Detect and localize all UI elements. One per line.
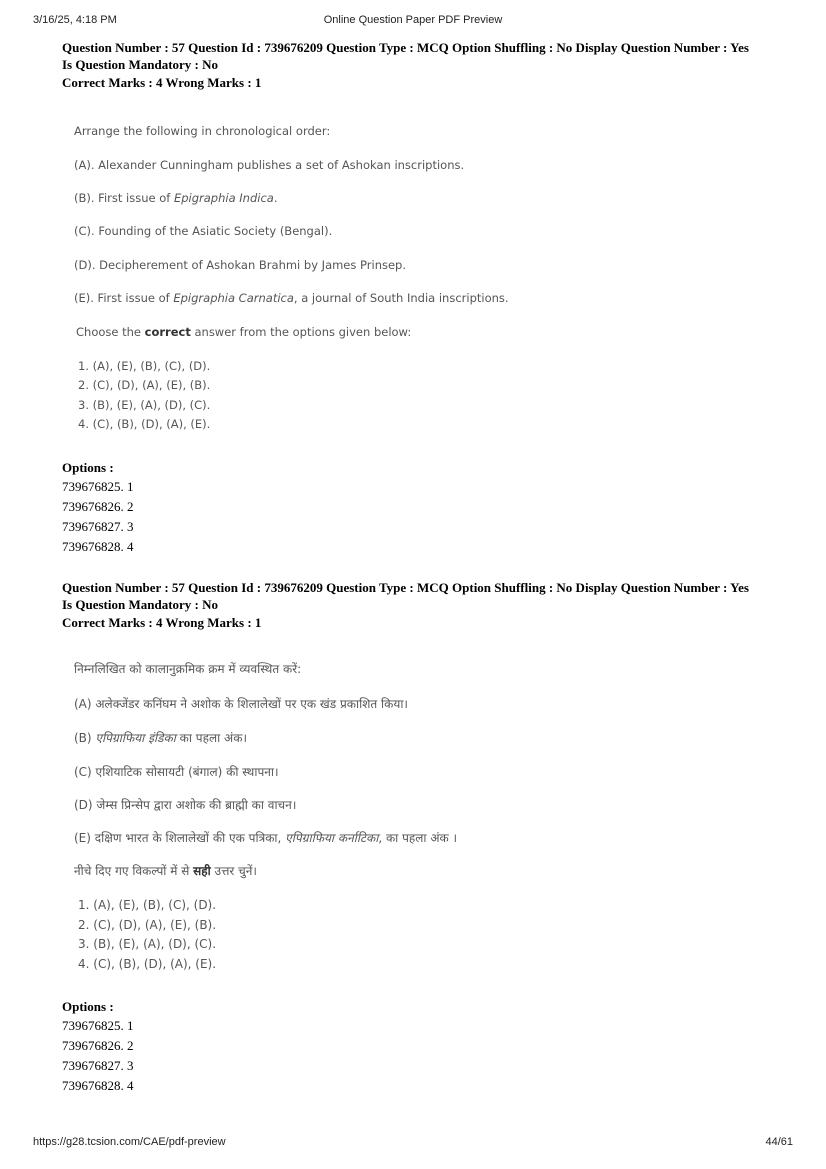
answer-choice: 2. (C), (D), (A), (E), (B). bbox=[78, 378, 211, 392]
answer-choice: 4. (C), (B), (D), (A), (E). bbox=[78, 417, 211, 431]
print-url: https://g28.tcsion.com/CAE/pdf-preview bbox=[33, 1136, 226, 1148]
question-instruction: नीचे दिए गए विकल्पों में से सही उत्तर चुनें। bbox=[74, 864, 257, 878]
answer-choice: 2. (C), (D), (A), (E), (B). bbox=[78, 918, 217, 932]
option-item: 739676828. 4 bbox=[62, 539, 134, 554]
statement-item: (A). Alexander Cunningham publishes a set of Ashokan inscriptions. bbox=[74, 158, 465, 172]
question-image-hindi bbox=[62, 656, 582, 978]
statement-item: (A) अलेक्जेंडर कनिंघम ने अशोक के शिलालेखों पर एक खंड प्रकाशित किया। bbox=[74, 697, 408, 711]
option-item: 739676827. 3 bbox=[62, 519, 134, 534]
statement-item: (D) जेम्स प्रिन्सेप द्वारा अशोक की ब्राह्मी का वाचन। bbox=[74, 798, 297, 812]
question-marks: Correct Marks : 4 Wrong Marks : 1 bbox=[62, 75, 262, 90]
option-item: 739676826. 2 bbox=[62, 499, 134, 514]
question-stem: निम्नलिखित को कालानुक्रमिक क्रम में व्यवस्थित करें: bbox=[74, 662, 302, 676]
question-meta-line: Question Number : 57 Question Id : 739676209 Question Type : MCQ Option Shuffling : No Display Question Number : Yes bbox=[62, 40, 749, 55]
answer-choice: 1. (A), (E), (B), (C), (D). bbox=[78, 898, 217, 912]
options-title: Options : bbox=[62, 999, 114, 1014]
question-meta bbox=[62, 40, 782, 92]
print-title: Online Question Paper PDF Preview bbox=[323, 14, 503, 26]
statement-item: (C). Founding of the Asiatic Society (Bengal). bbox=[74, 224, 333, 238]
statement-item: (E). First issue of Epigraphia Carnatica, a journal of South India inscriptions. bbox=[74, 291, 509, 305]
page-number: 44/61 bbox=[765, 1136, 793, 1148]
options-section bbox=[62, 997, 782, 1096]
answer-choice: 1. (A), (E), (B), (C), (D). bbox=[78, 359, 211, 373]
print-footer bbox=[0, 1136, 826, 1156]
answer-choice: 3. (B), (E), (A), (D), (C). bbox=[78, 937, 217, 951]
option-item: 739676825. 1 bbox=[62, 1018, 134, 1033]
question-meta-line: Question Number : 57 Question Id : 739676209 Question Type : MCQ Option Shuffling : No Display Question Number : Yes bbox=[62, 580, 749, 595]
options-section bbox=[62, 458, 782, 557]
statement-item: (B) एपिग्राफिया इंडिका का पहला अंक। bbox=[74, 731, 247, 745]
option-item: 739676825. 1 bbox=[62, 479, 134, 494]
question-image-english bbox=[62, 118, 582, 438]
statement-item: (E) दक्षिण भारत के शिलालेखों की एक पत्रिका, एपिग्राफिया कर्नाटिका, का पहला अंक । bbox=[74, 831, 458, 845]
option-item: 739676826. 2 bbox=[62, 1038, 134, 1053]
print-datetime: 3/16/25, 4:18 PM bbox=[33, 14, 117, 26]
question-instruction: Choose the correct answer from the options given below: bbox=[76, 325, 412, 339]
statement-item: (B). First issue of Epigraphia Indica. bbox=[74, 191, 278, 205]
print-header bbox=[0, 14, 826, 34]
options-title: Options : bbox=[62, 460, 114, 475]
question-marks: Correct Marks : 4 Wrong Marks : 1 bbox=[62, 615, 262, 630]
statement-item: (D). Decipherement of Ashokan Brahmi by James Prinsep. bbox=[74, 258, 407, 272]
answer-choice: 4. (C), (B), (D), (A), (E). bbox=[78, 957, 217, 971]
option-item: 739676827. 3 bbox=[62, 1058, 134, 1073]
question-mandatory: Is Question Mandatory : No bbox=[62, 596, 219, 612]
option-item: 739676828. 4 bbox=[62, 1078, 134, 1093]
question-meta bbox=[62, 580, 782, 632]
question-mandatory: Is Question Mandatory : No bbox=[62, 56, 219, 72]
answer-choice: 3. (B), (E), (A), (D), (C). bbox=[78, 398, 211, 412]
question-stem: Arrange the following in chronological order: bbox=[74, 124, 331, 138]
statement-item: (C) एशियाटिक सोसायटी (बंगाल) की स्थापना। bbox=[74, 765, 279, 779]
